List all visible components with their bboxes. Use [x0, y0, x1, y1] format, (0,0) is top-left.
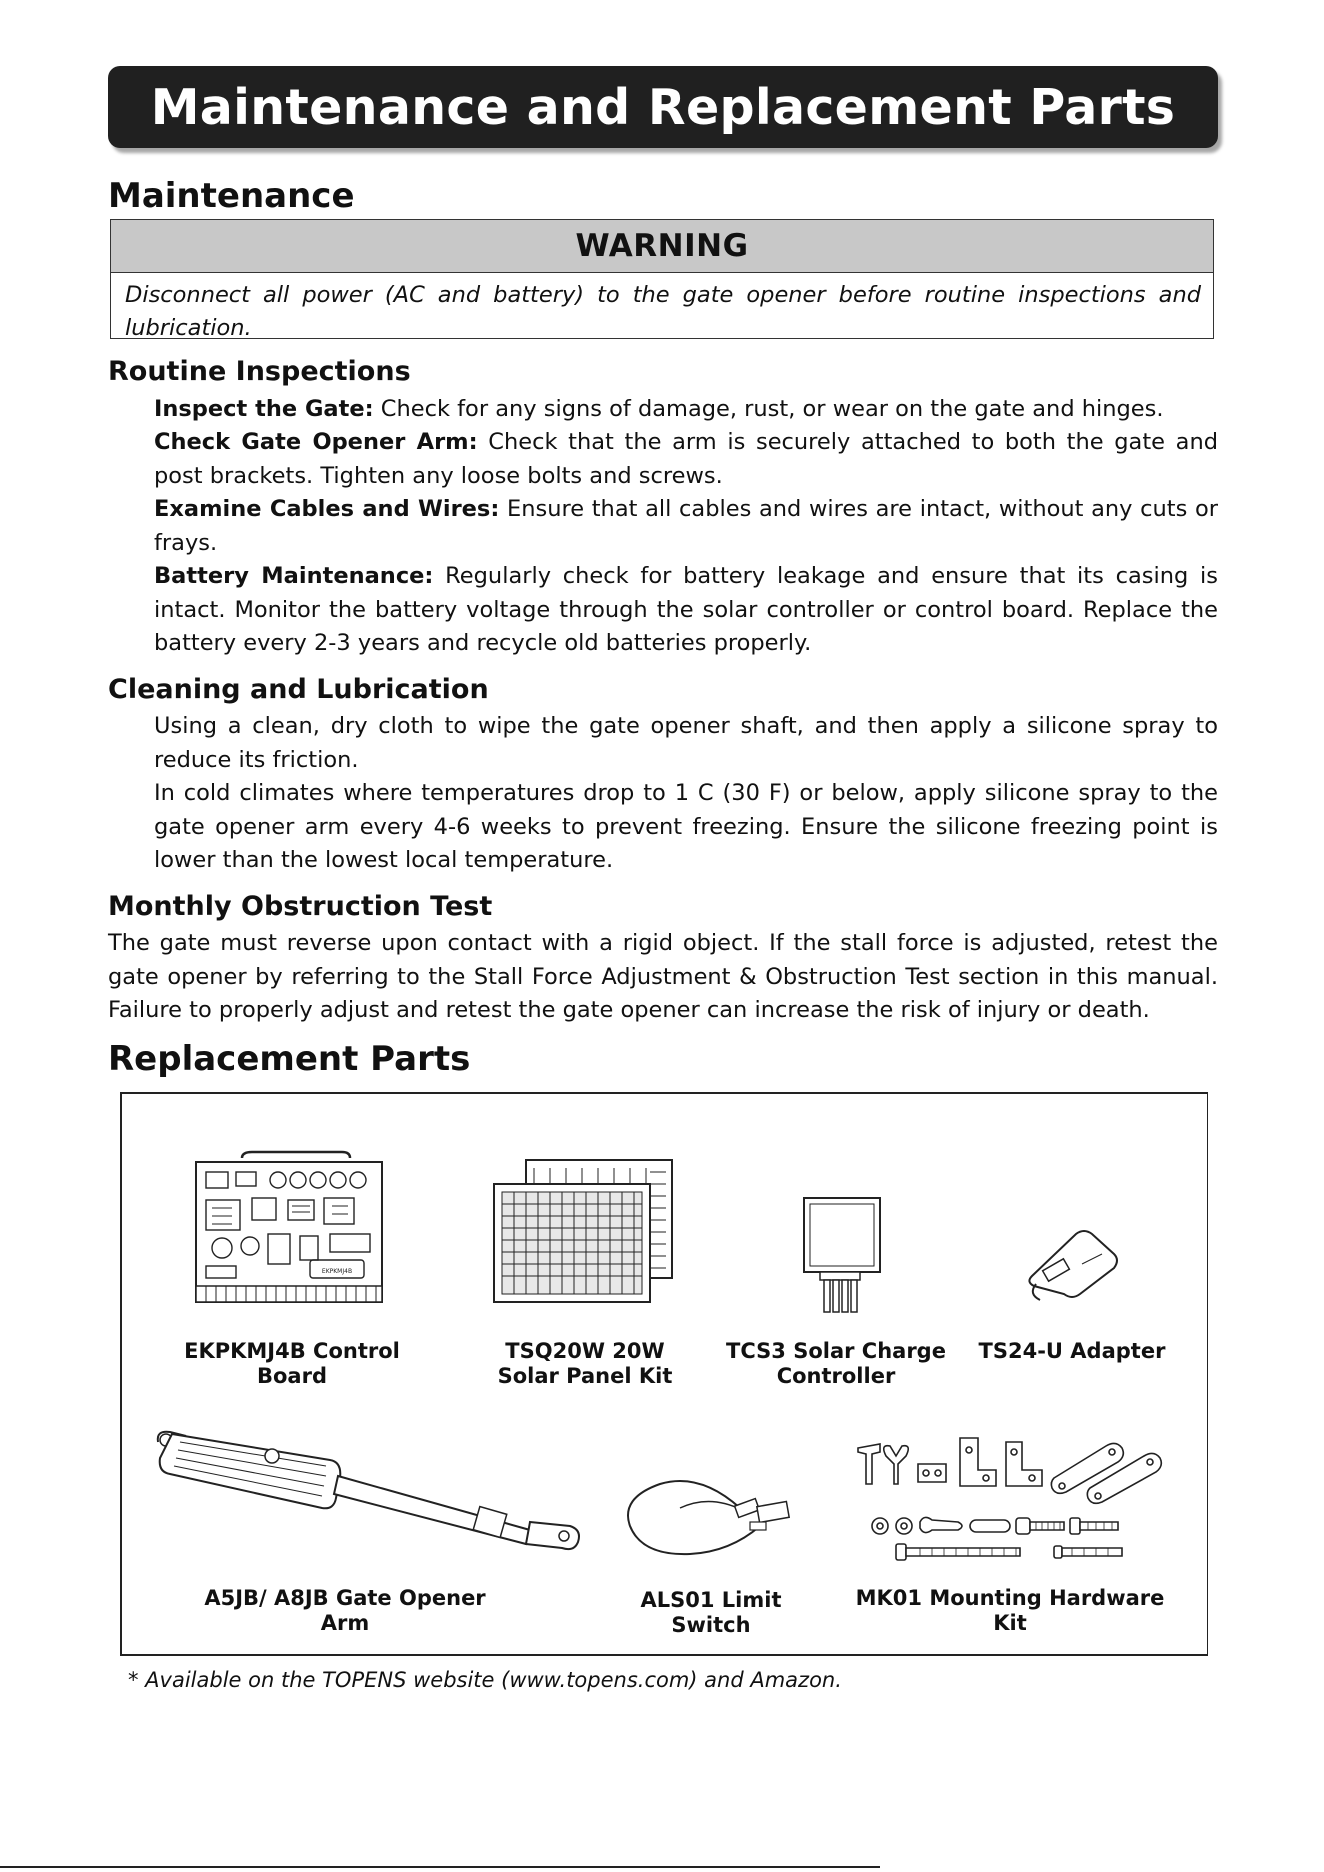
item-text: Check for any signs of damage, rust, or wear on the gate and hinges. [373, 396, 1164, 422]
hardware-kit-icon [840, 1430, 1170, 1570]
battery-maintenance-item [154, 560, 1218, 661]
solar-panel-label-line1: TSQ20W 20W [505, 1339, 665, 1363]
obstruction-test-text: The gate must reverse upon contact with a rigid object. If the stall force is adjusted, retest the gate opener by referring to the Stall Force Adjustment & Obstruction Test section in this manual. Failure to properly adjust and retest the gate opener can increase the risk of injury or death. [108, 930, 1218, 1023]
cleaning-heading: Cleaning and Lubrication [108, 674, 489, 705]
cold-climate-paragraph: In cold climates where temperatures drop to 1 C (30 F) or below, apply silicone spray to the gate opener arm every 4-6 weeks to prevent freezing. Ensure the silicone freezing point is lower than the lowest local temperature. [154, 780, 1218, 873]
charge-controller-label-line2: Controller [776, 1364, 896, 1388]
availability-footnote: * Available on the TOPENS website (www.topens.com) and Amazon. [128, 1668, 842, 1692]
cleaning-paragraph: Using a clean, dry cloth to wipe the gate opener shaft, and then apply a silicone spray to reduce its friction. [154, 713, 1218, 773]
footer-divider [0, 1866, 880, 1868]
control-board-label: EKPKMJ4B Control Board [184, 1339, 400, 1388]
adapter-icon [1022, 1224, 1122, 1304]
gate-opener-arm-label: A5JB/ A8JB Gate Opener Arm [204, 1586, 486, 1635]
item-label: Examine Cables and Wires: [154, 496, 500, 522]
gate-opener-arm-icon [150, 1426, 590, 1556]
control-board-icon [192, 1148, 392, 1308]
page-title: Maintenance and Replacement Parts [108, 66, 1218, 148]
charge-controller-label [720, 1339, 952, 1389]
item-text: Regularly check for battery leakage and ensure that its casing is intact. Monitor the battery voltage through the solar controller or control board. Replace the battery every 2-3 years and recycle old batteries properly. [154, 563, 1218, 656]
board-chip-text: EKPKMJ4B [321, 1268, 353, 1275]
solar-panel-label [480, 1339, 690, 1389]
warning-title: WARNING [111, 220, 1213, 273]
examine-cables-item [154, 493, 1218, 560]
inspect-gate-item [154, 393, 1218, 427]
obstruction-test-heading: Monthly Obstruction Test [108, 891, 493, 922]
routine-inspections-heading: Routine Inspections [108, 356, 411, 387]
solar-panel-icon [490, 1156, 680, 1306]
warning-text: Disconnect all power (AC and battery) to the gate opener before routine inspections and lubrication. [125, 282, 1201, 341]
item-label: Check Gate Opener Arm: [154, 429, 478, 455]
warning-box [110, 219, 1214, 339]
limit-switch-icon [620, 1464, 800, 1564]
item-label: Inspect the Gate: [154, 396, 374, 422]
hardware-kit-label: MK01 Mounting Hardware Kit [855, 1586, 1165, 1635]
check-arm-item [154, 426, 1218, 493]
charge-controller-label-line1: TCS3 Solar Charge [726, 1339, 946, 1363]
solar-panel-label-line2: Solar Panel Kit [497, 1364, 673, 1388]
maintenance-heading: Maintenance [108, 176, 355, 216]
limit-switch-label: ALS01 Limit Switch [640, 1588, 782, 1637]
adapter-label: TS24-U Adapter [978, 1339, 1166, 1363]
item-label: Battery Maintenance: [154, 563, 434, 589]
charge-controller-icon [800, 1194, 884, 1316]
item-text: Check that the arm is securely attached to both the gate and post brackets. Tighten any loose bolts and screws. [154, 429, 1218, 489]
replacement-parts-heading: Replacement Parts [108, 1039, 471, 1079]
item-text: Ensure that all cables and wires are intact, without any cuts or frays. [154, 496, 1218, 556]
